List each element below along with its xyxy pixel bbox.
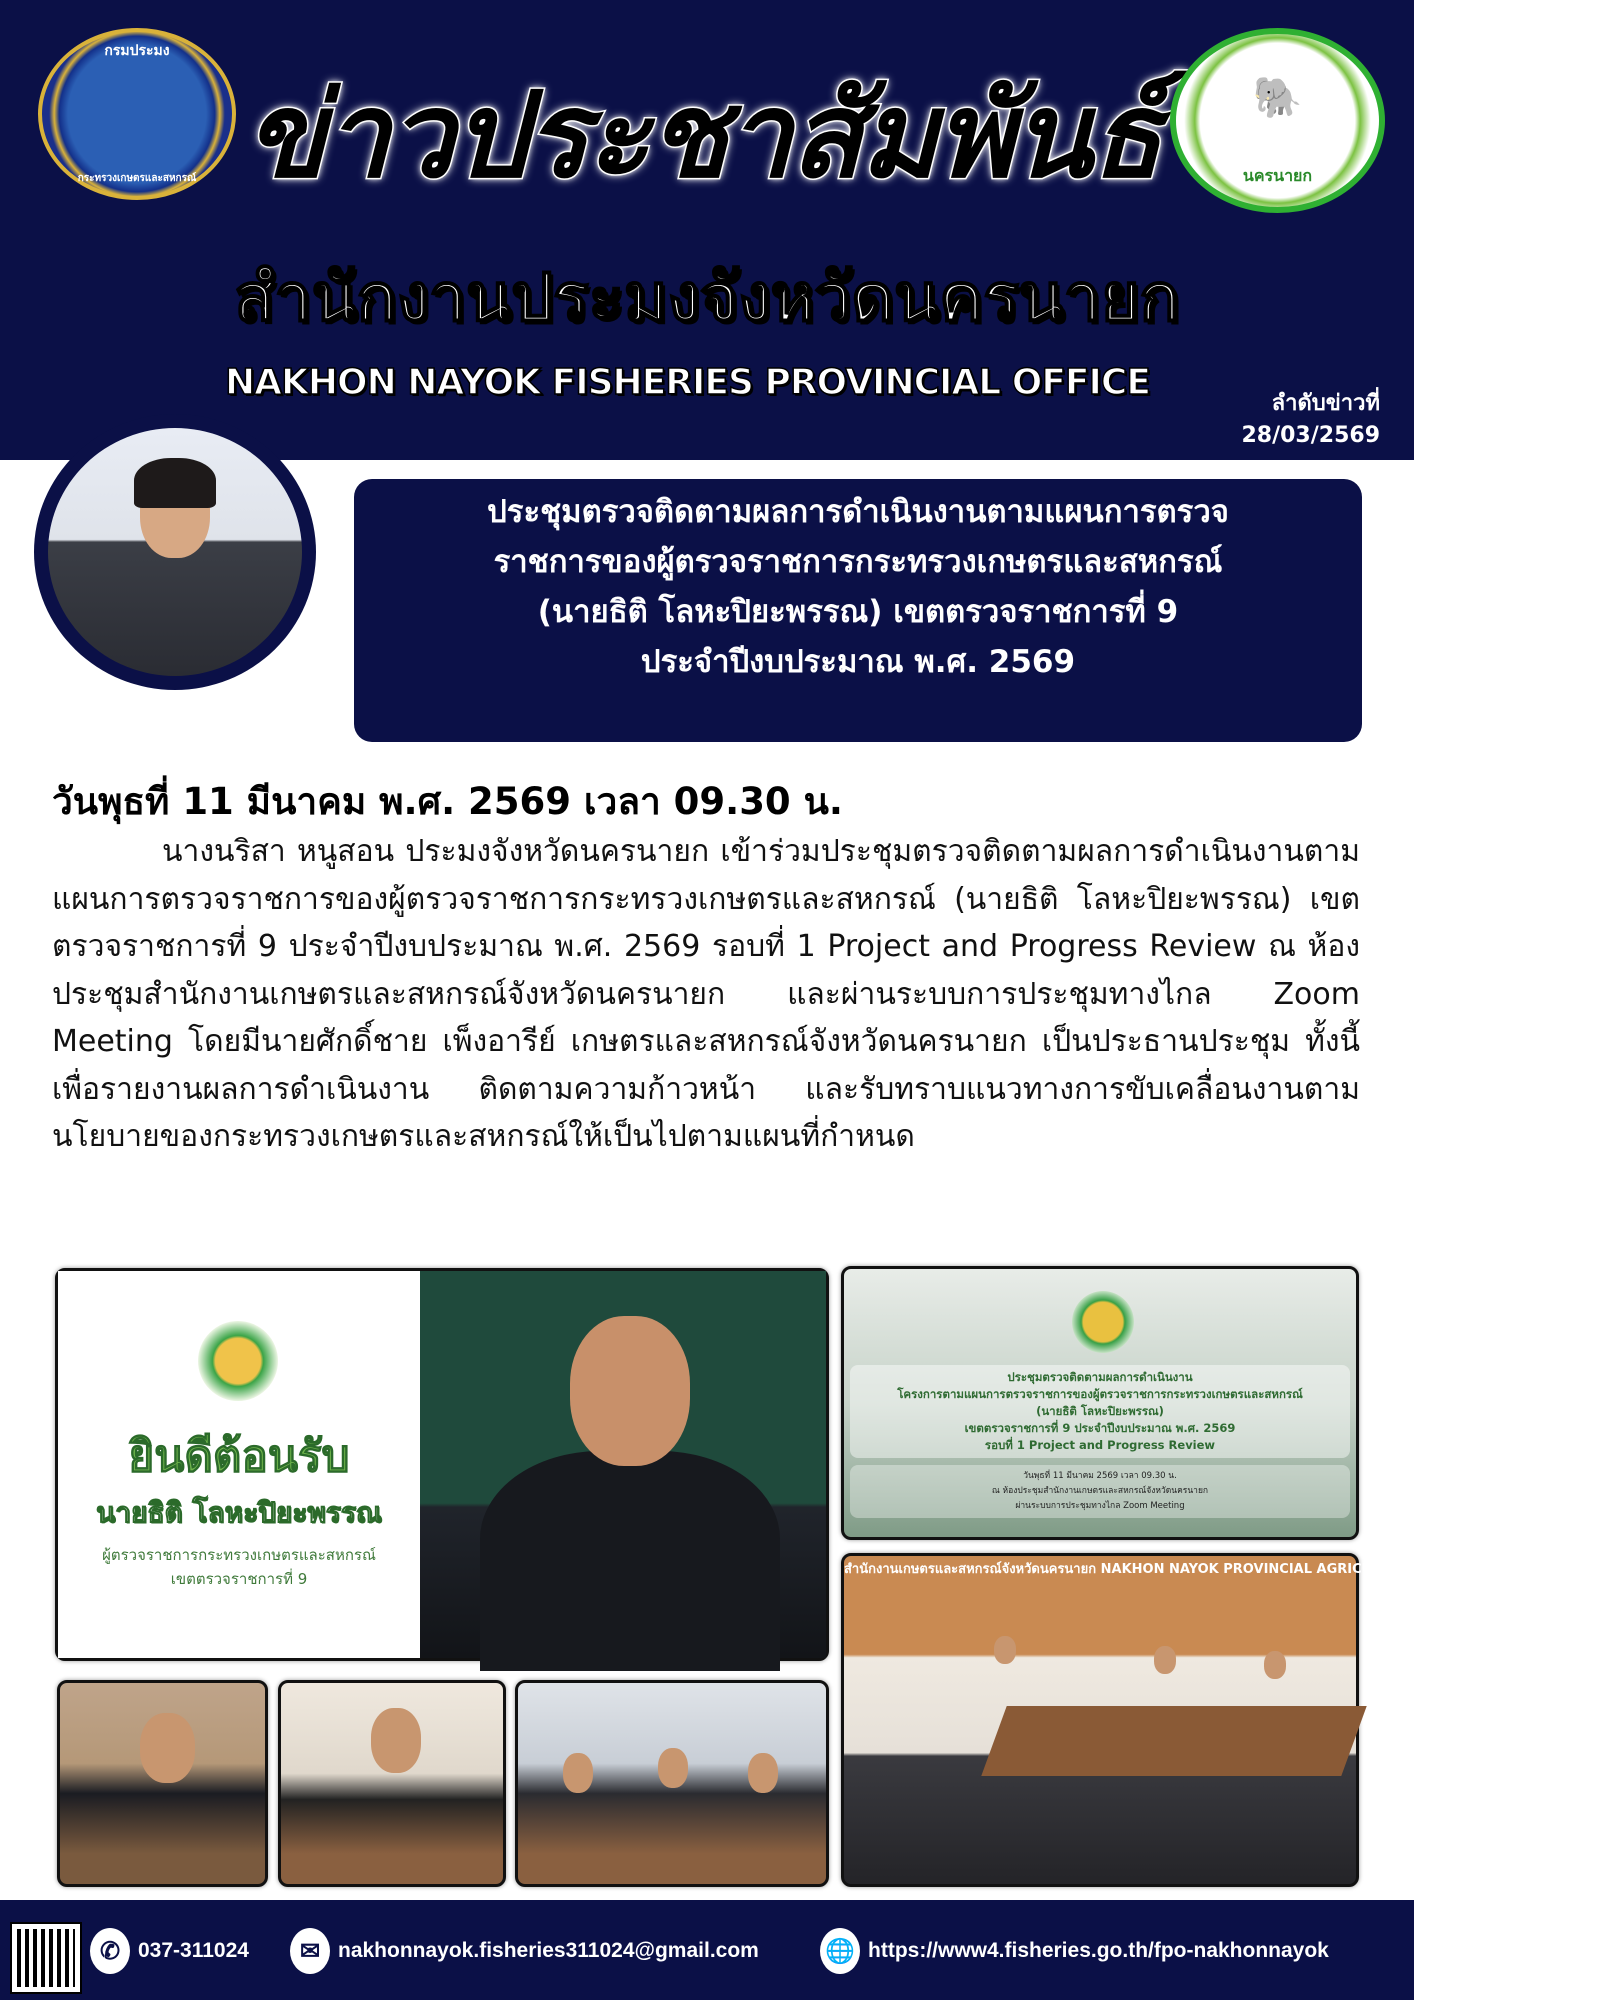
website-link[interactable] bbox=[820, 1928, 1329, 1974]
logo-subtext: กระทรวงเกษตรและสหกรณ์ bbox=[77, 173, 197, 184]
nakhon-nayok-elephant-logo bbox=[1170, 28, 1385, 213]
welcome-title: ยินดีต้อนรับ bbox=[128, 1431, 350, 1482]
logo-text: นครนายก bbox=[1242, 166, 1313, 185]
phone-icon: ✆ bbox=[90, 1928, 130, 1974]
headline-line: (นายธิติ โลหะปิยะพรรณ) เขตตรวจราชการที่ 9 bbox=[537, 594, 1179, 630]
phone-contact[interactable] bbox=[90, 1928, 249, 1974]
slide-title-line: โครงการตามแผนการตรวจราชการของผู้ตรวจราชการกระทรวงเกษตรและสหกรณ์ bbox=[897, 1387, 1303, 1401]
email-address: nakhonnayok.fisheries311024@gmail.com bbox=[338, 1939, 759, 1962]
office-name-th: สำนักงานประมงจังหวัดนครนายก bbox=[234, 259, 1180, 336]
ministry-logo bbox=[1072, 1291, 1134, 1353]
headline-box bbox=[354, 479, 1362, 742]
logo-text: กรมประมง bbox=[104, 43, 170, 59]
slide-sub-line: วันพุธที่ 11 มีนาคม 2569 เวลา 09.30 น. bbox=[1023, 1471, 1177, 1481]
slide-title-line: รอบที่ 1 Project and Progress Review bbox=[984, 1438, 1216, 1452]
elephant-icon: 🐘 bbox=[1252, 75, 1303, 121]
website-url: https://www4.fisheries.go.th/fpo-nakhonnayok bbox=[868, 1939, 1329, 1962]
news-title: ข่าวประชาสัมพันธ์ bbox=[245, 66, 1161, 204]
chief-portrait bbox=[34, 414, 316, 690]
welcome-slide bbox=[58, 1271, 420, 1658]
photo-welcome-inspector bbox=[55, 1268, 829, 1661]
welcome-zone: เขตตรวจราชการที่ 9 bbox=[170, 1570, 308, 1588]
news-number bbox=[1241, 388, 1380, 452]
headline-line: ราชการของผู้ตรวจราชการกระทรวงเกษตรและสหกรณ์ bbox=[493, 544, 1223, 580]
header-banner bbox=[0, 0, 1414, 460]
phone-number: 037-311024 bbox=[138, 1939, 249, 1962]
slide-title-line: เขตตรวจราชการที่ 9 ประจำปีงบประมาณ พ.ศ. 2569 bbox=[964, 1421, 1236, 1435]
slide-title-line: (นายธิติ โลหะปิยะพรรณ) bbox=[1036, 1404, 1164, 1418]
event-date: วันพุธที่ 11 มีนาคม พ.ศ. 2569 เวลา 09.30 น. bbox=[52, 780, 843, 823]
news-number-label: ลำดับข่าวที่ bbox=[1271, 391, 1380, 416]
slide-sub-line: ณ ห้องประชุมสำนักงานเกษตรและสหกรณ์จังหวัดนครนายก bbox=[991, 1486, 1209, 1496]
globe-icon: 🌐 bbox=[820, 1928, 860, 1974]
photo-participant-1 bbox=[57, 1680, 268, 1887]
slide-sub-line: ผ่านระบบการประชุมทางไกล Zoom Meeting bbox=[1015, 1501, 1185, 1511]
qr-code[interactable] bbox=[12, 1924, 80, 1992]
contact-footer bbox=[0, 1900, 1414, 2000]
room-sign: สำนักงานเกษตรและสหกรณ์จังหวัดนครนายก NAKHON NAYOK PROVINCIAL AGRICULTURE AND COOPERATIVE OFFICE bbox=[844, 1562, 1616, 1577]
news-number-value: 28/03/2569 bbox=[1241, 423, 1380, 448]
envelope-icon: ✉ bbox=[290, 1928, 330, 1974]
department-of-fisheries-logo bbox=[38, 28, 236, 200]
photo-meeting-room bbox=[841, 1553, 1616, 1887]
photo-participant-2 bbox=[278, 1680, 506, 1887]
ministry-logo bbox=[198, 1321, 278, 1401]
slide-title-line: ประชุมตรวจติดตามผลการดำเนินงาน bbox=[1007, 1370, 1193, 1384]
photo-meeting-slide bbox=[841, 1266, 1359, 1540]
office-name-en: NAKHON NAYOK FISHERIES PROVINCIAL OFFICE bbox=[225, 362, 1150, 403]
inspector-photo bbox=[420, 1271, 826, 1658]
email-contact[interactable] bbox=[290, 1928, 759, 1974]
photo-participants-group bbox=[515, 1680, 829, 1887]
headline-line: ประชุมตรวจติดตามผลการดำเนินงานตามแผนการตรวจ bbox=[487, 494, 1229, 530]
body-paragraph: นางนริสา หนูสอน ประมงจังหวัดนครนายก เข้าร่วมประชุมตรวจติดตามผลการดำเนินงานตามแผนการตรวจราชการของผู้ตรวจราชการกระทรวงเกษตรและสหกรณ์ (นายธิติ โลหะปิยะพรรณ) เขตตรวจราชการที่ 9 ประจำปีงบประมาณ พ.ศ. 2569 รอบที่ 1 Project and Progress Review ณ ห้องประชุมสำนักงานเกษตรและสหกรณ์จังหวัดนครนายก และผ่านระบบการประชุมทางไกล Zoom Meeting โดยมีนายศักดิ์ชาย เพ็งอารีย์ เกษตรและสหกรณ์จังหวัดนครนายก เป็นประธานประชุม ทั้งนี้ เพื่อรายงานผลการดำเนินงาน ติดตามความก้าวหน้า และรับทราบแนวทางการขับเคลื่อนงานตามนโยบายของกระทรวงเกษตรและสหกรณ์ให้เป็นไปตามแผนที่กำหนด bbox=[52, 834, 1360, 1154]
headline-line: ประจำปีงบประมาณ พ.ศ. 2569 bbox=[640, 644, 1076, 680]
welcome-role: ผู้ตรวจราชการกระทรวงเกษตรและสหกรณ์ bbox=[102, 1546, 376, 1564]
welcome-name: นายธิติ โลหะปิยะพรรณ bbox=[96, 1496, 382, 1529]
